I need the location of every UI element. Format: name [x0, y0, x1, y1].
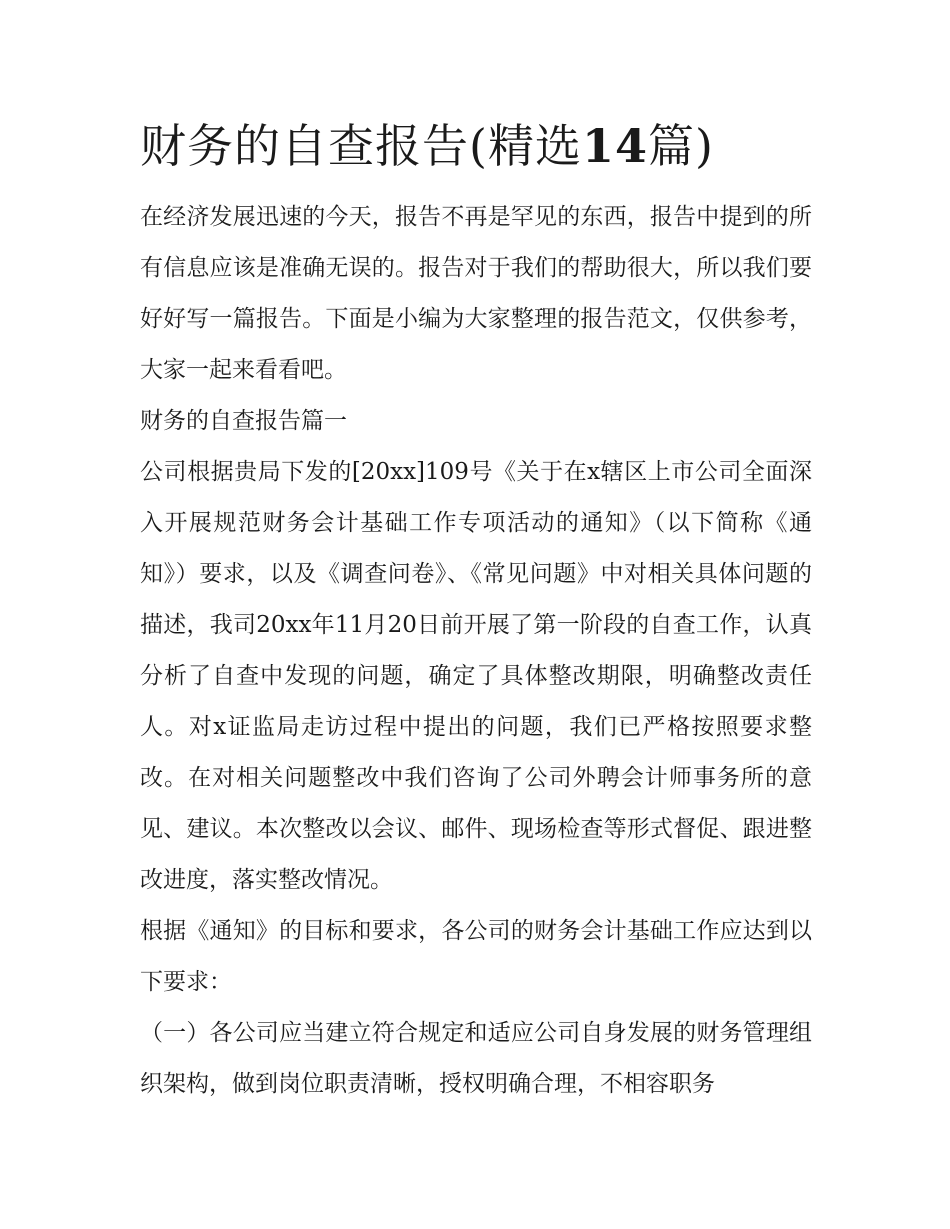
document-page	[140, 112, 812, 1110]
section-heading: 财务的自查报告篇一	[140, 408, 347, 434]
body-paragraph: 根据《通知》的目标和要求，各公司的财务会计基础工作应达到以下要求：	[140, 918, 812, 995]
title-number: 14	[581, 119, 648, 173]
body-paragraph: 公司根据贵局下发的[20xx]109号《关于在x辖区上市公司全面深入开展规范财务会计基础工作专项活动的通知》（以下简称《通知》）要求，以及《调查问卷》、《常见问题》中对相关具体问题的描述，我司20xx年11月20日前开展了第一阶段的自查工作，认真分析了自查中发现的问题，确定了具体整改期限，明确整改责任人。对x证监局走访过程中提出的问题，我们已严格按照要求整改。在对相关问题整改中我们咨询了公司外聘会计师事务所的意见、建议。本次整改以会议、邮件、现场检查等形式督促、跟进整改进度，落实整改情况。	[140, 459, 812, 893]
title-prefix: 财务的自查报告(精选	[140, 119, 582, 173]
title-suffix: 篇)	[647, 119, 714, 173]
list-item-paragraph: （一）各公司应当建立符合规定和适应公司自身发展的财务管理组织架构，做到岗位职责清晰，授权明确合理，不相容职务	[140, 1020, 812, 1097]
intro-paragraph: 在经济发展迅速的今天，报告不再是罕见的东西，报告中提到的所有信息应该是准确无误的。报告对于我们的帮助很大，所以我们要好好写一篇报告。下面是小编为大家整理的报告范文，仅供参考，大家一起来看看吧。	[140, 204, 812, 383]
document-title	[140, 112, 812, 180]
